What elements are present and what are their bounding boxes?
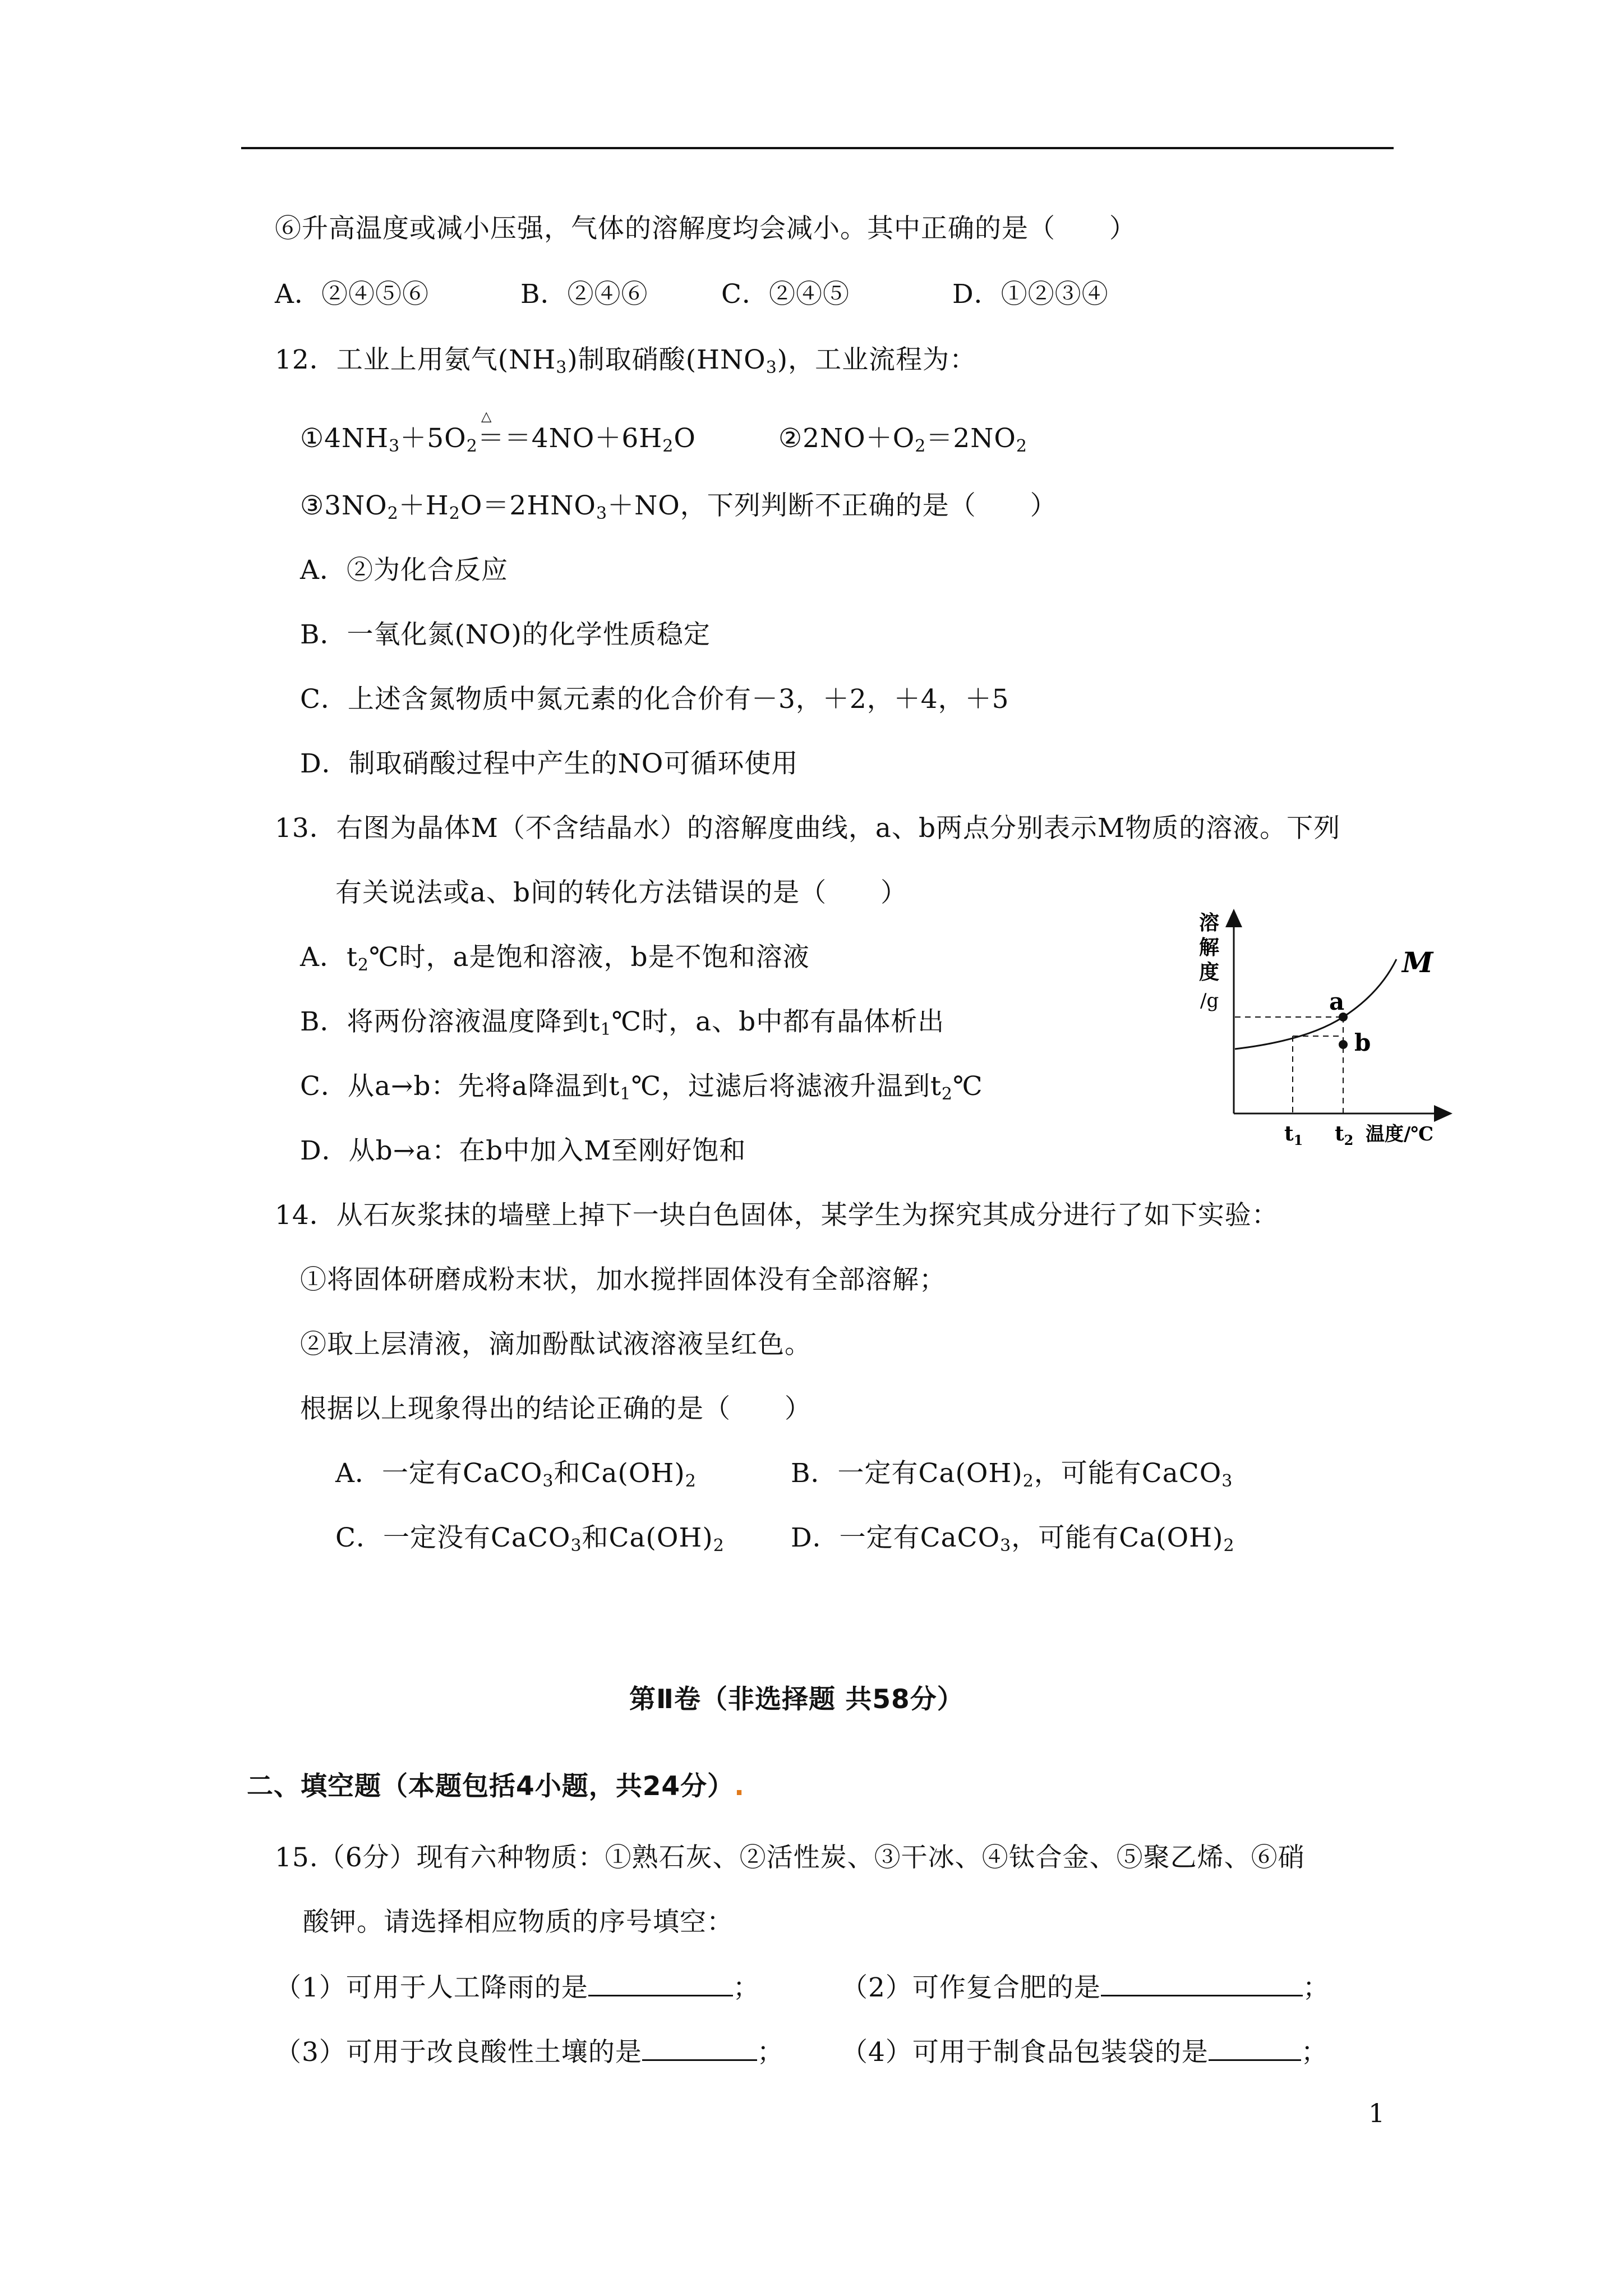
answer-blank-2[interactable]	[1101, 1970, 1303, 1996]
y-label-2: 解	[1199, 936, 1220, 959]
q13-stem-line2: 有关说法或a、b间的转化方法错误的是（ ）	[335, 877, 908, 908]
q12-equation-3: $③3NO_2+H_2O=2HNO_3+NO$，下列判断不正确的是（ ）	[300, 490, 1057, 523]
q14-option-a: A．一定有CaCO$_3$和$Ca(OH)_2$	[335, 1458, 697, 1491]
q13-option-a: A．$t_2℃$时，a是饱和溶液，b是不饱和溶液	[300, 942, 810, 975]
q15-blank-2: （2）可作复合肥的是 ；	[841, 1970, 1330, 2005]
q12-option-c: C．上述含氮物质中氮元素的化合价有－3，＋2，＋4，＋5	[300, 684, 1009, 715]
part2-title: 第Ⅱ卷（非选择题 共58分）	[629, 1684, 964, 1715]
q13-stem-line1: 13．右图为晶体M（不含结晶水）的溶解度曲线，a、b两点分别表示M物质的溶液。下列	[275, 813, 1341, 844]
y-label-3: 度	[1199, 960, 1220, 984]
x-axis-label: 温度/℃	[1366, 1123, 1434, 1145]
q11-option-d: D．①②③④	[952, 279, 1109, 310]
answer-blank-4[interactable]	[1209, 2035, 1301, 2061]
q14-ask: 根据以上现象得出的结论正确的是（ ）	[300, 1393, 811, 1424]
q12-option-d: D．制取硝酸过程中产生的NO可循环使用	[300, 748, 799, 779]
q11-item6: ⑥升高温度或减小压强，气体的溶解度均会减小。其中正确的是（ ）	[275, 213, 1136, 244]
answer-blank-3[interactable]	[642, 2035, 757, 2061]
q13-option-b: B．将两份溶液温度降到$t_1℃$时，a、b中都有晶体析出	[300, 1006, 945, 1039]
q14-option-b: B．一定有$Ca(OH)_2$，可能有CaCO$_3$	[791, 1458, 1233, 1491]
q12-option-a: A．②为化合反应	[300, 555, 508, 586]
q14-option-c: C．一定没有CaCO$_3$和$Ca(OH)_2$	[335, 1522, 725, 1556]
q15-blank-1: （1）可用于人工降雨的是 ；	[275, 1970, 760, 2005]
section-fill-in-title: 二、填空题（本题包括4小题，共24分）.	[247, 1771, 745, 1802]
header-rule	[241, 147, 1394, 149]
y-label-1: 溶	[1199, 911, 1220, 935]
page-number: 1	[1368, 2098, 1385, 2128]
heating-condition-mark: △	[481, 408, 492, 424]
section-mark: .	[734, 1771, 745, 1802]
tick-t1: $t_1$	[1284, 1122, 1303, 1148]
q13-option-c: C．从a→b：先将a降温到$t_1℃$，过滤后将滤液升温到$t_2℃$	[300, 1071, 983, 1104]
solubility-curve-figure	[1195, 906, 1458, 1153]
q15-stem-line2: 酸钾。请选择相应物质的序号填空：	[303, 1907, 734, 1938]
q15-blank-3: （3）可用于改良酸性土壤的是 ；	[275, 2035, 784, 2069]
q11-option-c: C．②④⑤	[721, 279, 850, 310]
q11-option-a: A．②④⑤⑥	[275, 279, 429, 310]
q14-stem: 14．从石灰浆抹的墙壁上掉下一块白色固体，某学生为探究其成分进行了如下实验：	[275, 1200, 1279, 1231]
point-a-label: a	[1329, 988, 1345, 1015]
q12-equation-1: $①4NH_3+5O_2==4NO+6H_2O$	[300, 423, 696, 456]
q11-option-b: B．②④⑥	[520, 279, 648, 310]
answer-blank-1[interactable]	[588, 1970, 733, 1996]
point-b	[1339, 1040, 1348, 1049]
q14-option-d: D．一定有CaCO$_3$，可能有$Ca(OH)_2$	[791, 1522, 1235, 1556]
y-unit: /g	[1200, 990, 1219, 1012]
q14-step1: ①将固体研磨成粉末状，加水搅拌固体没有全部溶解；	[300, 1264, 946, 1295]
q15-stem-line1: 15.（6分）现有六种物质：①熟石灰、②活性炭、③干冰、④钛合金、⑤聚乙烯、⑥硝	[275, 1842, 1305, 1873]
q15-blank-4: （4）可用于制食品包装袋的是 ；	[841, 2035, 1328, 2069]
q12-stem: 12．工业上用氨气$(NH_3)$制取硝酸$(HNO_3)$，工业流程为：	[275, 344, 977, 378]
tick-t2: $t_2$	[1335, 1122, 1354, 1148]
q12-equation-2: $②2NO+O_2=2NO_2$	[778, 423, 1027, 456]
curve-label-m: M	[1402, 946, 1433, 979]
point-b-label: b	[1354, 1029, 1371, 1056]
q13-option-d: D．从b→a：在b中加入M至刚好饱和	[300, 1135, 746, 1166]
q12-option-b: B．一氧化氮(NO)的化学性质稳定	[300, 619, 711, 650]
q14-step2: ②取上层清液，滴加酚酞试液溶液呈红色。	[300, 1329, 811, 1360]
